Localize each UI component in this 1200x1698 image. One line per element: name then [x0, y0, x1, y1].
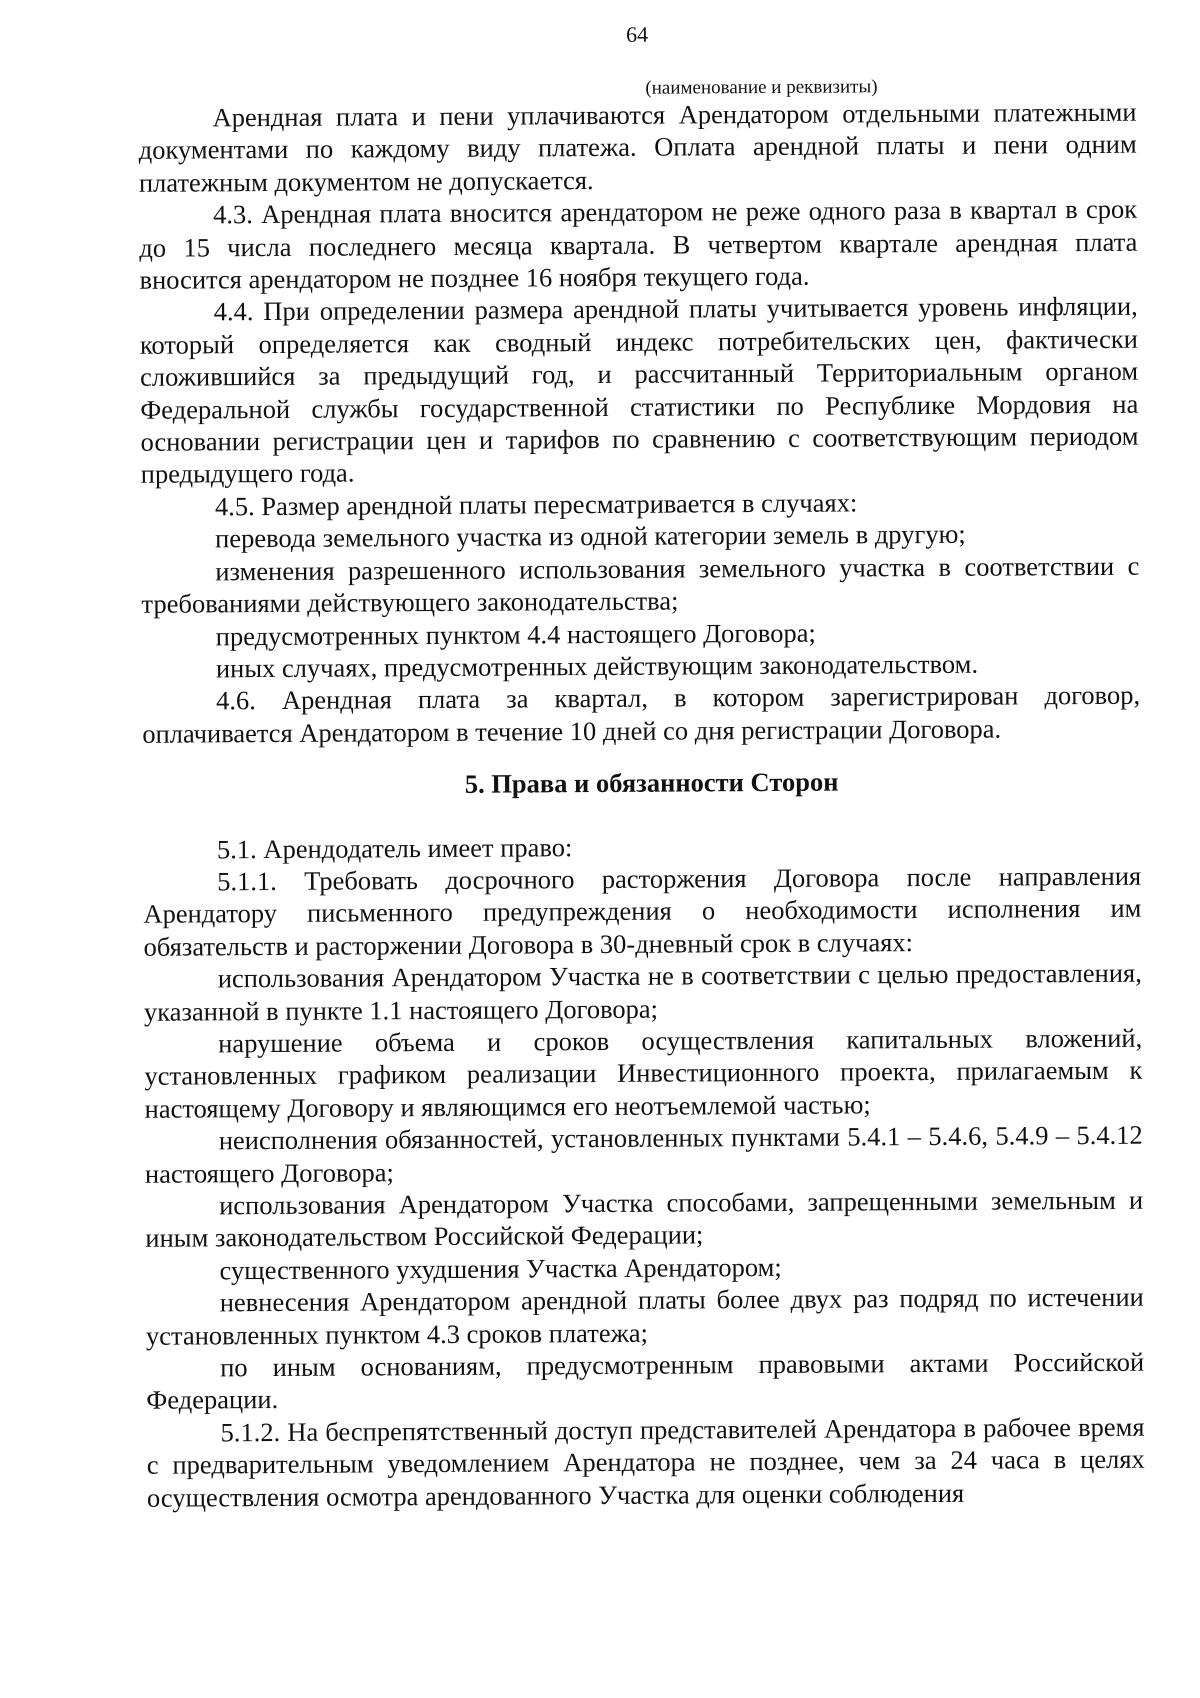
list-item-permitted-use: изменения разрешенного использования земельного участка в соответствии с требованиями действующего законодательства;: [141, 550, 1140, 619]
paragraph-4-4: 4.4. При определении размера арендной платы учитывается уровень инфляции, который определяется как сводный индекс потребительских цен, фактически сложившийся за предыдущий год, и рассчитанный Территориальным органом Федеральной службы государственной статистики по Республике Мордовия на основании регистрации цен и тарифов по сравнению с соответствующим периодом предыдущего года.: [139, 291, 1139, 490]
list-item-category-change: перевода земельного участка из одной категории земель в другую;: [215, 519, 966, 554]
paragraph-5-1-2: 5.1.2. На беспрепятственный доступ представителей Арендатора в рабочее время с предварительным уведомлением Арендатора не позднее, чем за 24 часа в целях осуществления осмотра арендованного Участка для оценки соблюдения: [146, 1411, 1145, 1513]
list-item-other-grounds: по иным основаниям, предусмотренным правовыми актами Российской Федерации.: [146, 1346, 1145, 1416]
paragraph-4-5: 4.5. Размер арендной платы пересматривается в случаях:: [214, 487, 858, 522]
paragraph-payment-documents: Арендная плата и пени уплачиваются Арендатором отдельными платежными документами по каждому виду платежа. Оплата арендной платы и пени одним платежным документом не допускается.: [138, 96, 1137, 198]
paragraph-4-3: 4.3. Арендная плата вносится арендатором не реже одного раза в квартал в срок до 15 числа последнего месяца квартала. В четвертом квартале арендная плата вносится арендатором не позднее 16 ноября текущего года.: [139, 193, 1138, 295]
list-item-improper-use: использования Арендатором Участка не в соответствии с целью предоставления, указанной в пункте 1.1 настоящего Договора;: [143, 957, 1142, 1027]
list-item-obligations-breach: неисполнения обязанностей, установленных пунктами 5.4.1 – 5.4.6, 5.4.9 – 5.4.12 настоящего Договора;: [144, 1119, 1143, 1189]
section-5-heading: 5. Права и обязанности Сторон: [464, 766, 839, 799]
paragraph-5-1: 5.1. Арендодатель имеет право:: [216, 831, 573, 864]
paragraph-5-1-1: 5.1.1. Требовать досрочного расторжения Договора после направления Арендатору письменного предупреждения о необходимости исполнения им обязательств и расторжении Договора в 30-дневный срок в случаях:: [143, 860, 1142, 962]
list-item-prohibited-methods: использования Арендатором Участка способами, запрещенными земельным и иным законодательством Российской Федерации;: [145, 1184, 1144, 1254]
caption-text: (наименование и реквизиты): [645, 76, 878, 99]
page-number: 64: [625, 21, 649, 47]
list-item-clause-4-4: предусмотренных пунктом 4.4 настоящего Договора;: [215, 617, 816, 651]
list-item-non-payment: невнесения Арендатором арендной платы более двух раз подряд по истечении установленных пунктом 4.3 сроков платежа;: [145, 1281, 1144, 1351]
paragraph-4-6: 4.6. Арендная плата за квартал, в котором зарегистрирован договор, оплачивается Арендатором в течение 10 дней со дня регистрации Договора.: [142, 680, 1141, 749]
document-body: [138, 96, 1145, 1514]
list-item-investment-violation: нарушение объема и сроков осуществления капитальных вложений, установленных графиком реализации Инвестиционного проекта, прилагаемым к настоящему Договору и являющимся его неотъемлемой частью;: [144, 1022, 1143, 1124]
list-item-other-cases: иных случаях, предусмотренных действующим законодательством.: [215, 648, 979, 684]
list-item-deterioration: существенного ухудшения Участка Арендатором;: [219, 1251, 782, 1286]
